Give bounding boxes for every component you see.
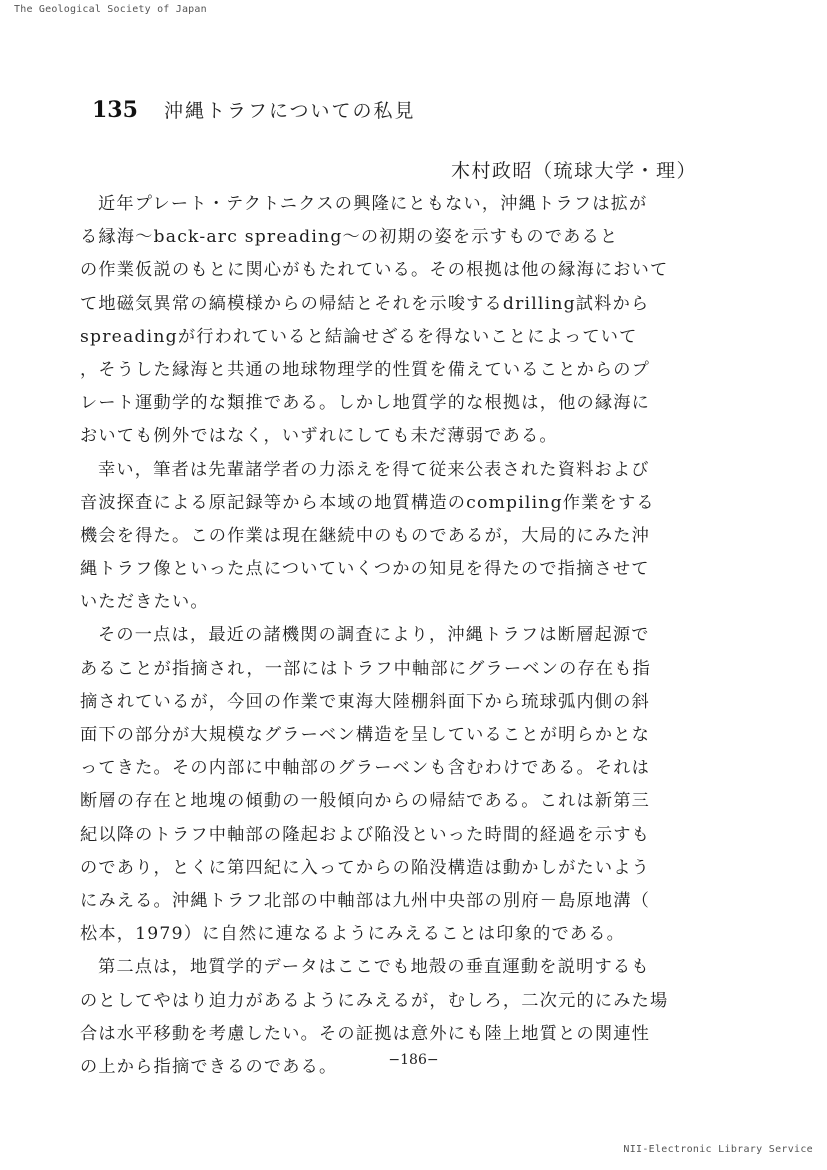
manuscript-line: 断層の存在と地塊の傾動の一般傾向からの帰結である。これは新第三: [80, 791, 651, 812]
manuscript-line: 面下の部分が大規模なグラーベン構造を呈していることが明らかとな: [80, 725, 651, 745]
manuscript-line: る縁海〜back-arc spreading〜の初期の姿を示すものであると: [80, 227, 619, 248]
manuscript-line: あることが指摘され，一部にはトラフ中軸部にグラーベンの存在も指: [80, 658, 652, 679]
manuscript-line: の作業仮説のもとに関心がもたれている。その根拠は他の縁海において: [80, 260, 669, 281]
manuscript-line: レート運動学的な類推である。しかし地質学的な根拠は，他の縁海に: [80, 393, 651, 414]
manuscript-line: ってきた。その内部に中軸部のグラーベンも含むわけである。それは: [80, 758, 651, 779]
manuscript-line: のとしてやはり迫力があるようにみえるが，むしろ，二次元的にみた場: [80, 990, 669, 1011]
manuscript-line: その一点は，最近の諸機関の調査により，沖縄トラフは断層起源で: [98, 625, 650, 646]
manuscript-line: の上から指摘できるのである。: [80, 1056, 338, 1077]
society-header: The Geological Society of Japan: [14, 4, 207, 15]
author-affiliation: 木村政昭（琉球大学・理）: [450, 160, 697, 182]
manuscript-body: [80, 188, 740, 1084]
manuscript-line: 摘されているが，今回の作業で東海大陸棚斜面下から琉球弧内側の斜: [80, 691, 651, 712]
manuscript-line: 紀以降のトラフ中軸部の隆起および陥没といった時間的経過を示すも: [80, 824, 651, 845]
manuscript-line: て地磁気異常の縞模様からの帰結とそれを示唆するdrilling試料から: [80, 293, 650, 314]
manuscript-line: おいても例外ではなく，いずれにしても未だ薄弱である。: [80, 426, 558, 447]
manuscript-line: ，そうした縁海と共通の地球物理学的性質を備えていることからのプ: [80, 359, 651, 380]
page-number: −186−: [388, 1052, 439, 1068]
manuscript-line: 近年プレート・テクトニクスの興隆にともない，沖縄トラフは拡が: [98, 194, 648, 214]
manuscript-line: 合は水平移動を考慮したい。その証拠は意外にも陸上地質との関連性: [80, 1023, 651, 1044]
manuscript-line: 音波探査による原記録等から本域の地質構造のcompiling作業をする: [80, 492, 655, 513]
manuscript-line: いただきたい。: [80, 592, 209, 613]
manuscript-line: 幸い，筆者は先輩諸学者の力添えを得て従来公表された資料および: [98, 459, 650, 480]
manuscript-line: 機会を得た。この作業は現在継続中のものであるが，大局的にみた沖: [80, 525, 651, 546]
manuscript-line: 縄トラフ像といった点についていくつかの知見を得たので指摘させて: [80, 559, 650, 580]
manuscript-line: spreadingが行われていると結論せざるを得ないことによっていて: [80, 326, 638, 347]
manuscript-line: 松本，1979）に自然に連なるようにみえることは印象的である。: [80, 924, 626, 945]
abstract-title: 沖縄トラフについての私見: [163, 100, 416, 122]
manuscript-line: 第二点は，地質学的データはここでも地殻の垂直運動を説明するも: [98, 957, 650, 978]
title-row: [92, 96, 416, 123]
footer-credit: NII-Electronic Library Service: [623, 1144, 813, 1155]
abstract-number: 135: [92, 97, 138, 123]
manuscript-line: にみえる。沖縄トラフ北部の中軸部は九州中央部の別府－島原地溝（: [80, 890, 651, 911]
manuscript-line: のであり，とくに第四紀に入ってからの陥没構造は動かしがたいよう: [80, 857, 651, 878]
